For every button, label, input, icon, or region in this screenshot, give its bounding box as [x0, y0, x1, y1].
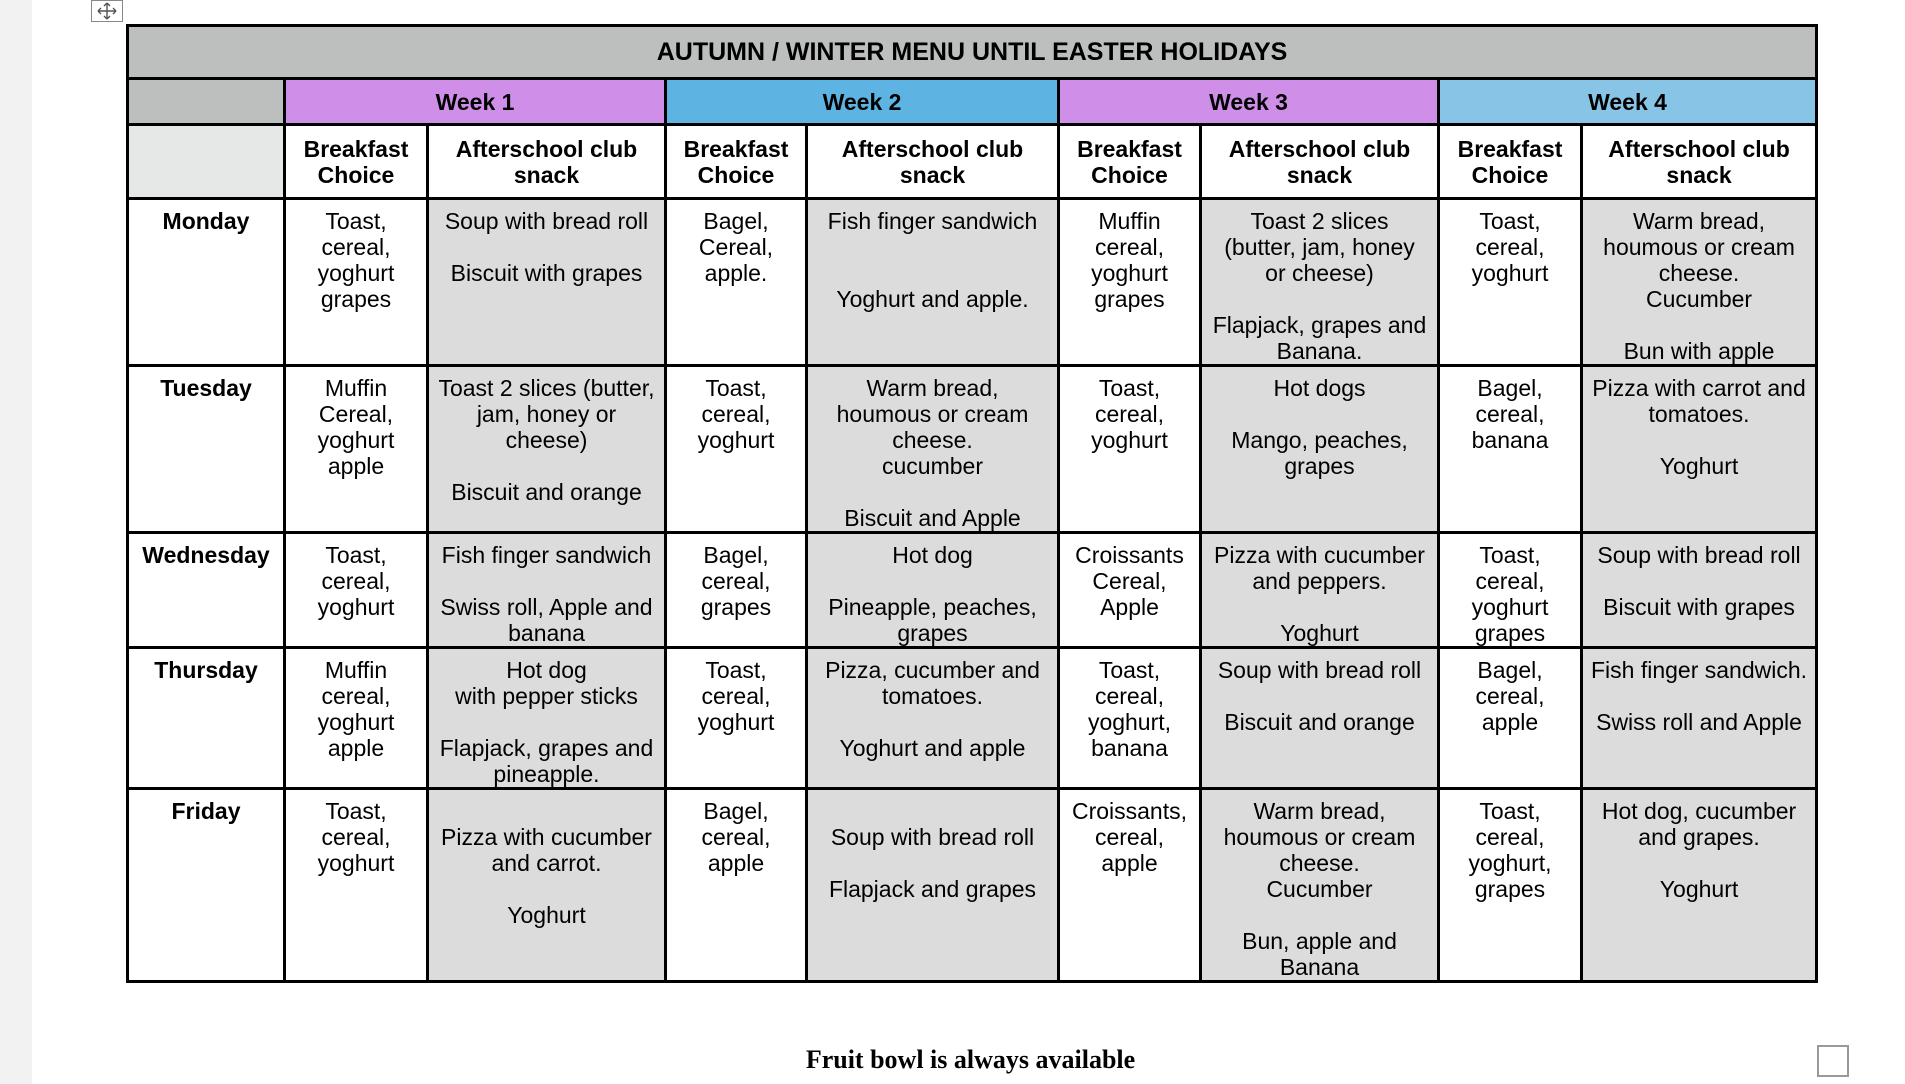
cell-line: Banana — [1279, 954, 1360, 980]
cell-line: cereal, — [1475, 401, 1545, 427]
cell-line: houmous or cream — [836, 401, 1029, 427]
breakfast-cell — [1059, 648, 1201, 789]
cell-line: Hot dog — [506, 657, 587, 683]
breakfast-choice-header — [666, 125, 807, 199]
cell-line: grapes — [320, 286, 392, 312]
cell-line: yoghurt — [317, 427, 395, 453]
snack-cell — [428, 199, 666, 366]
cell-line: Yoghurt — [1280, 620, 1359, 646]
cell-line: Fish finger sandwich. — [1591, 657, 1808, 683]
cell-line: Breakfast — [1457, 135, 1563, 162]
cell-line: Mango, peaches, — [1231, 427, 1408, 453]
breakfast-cell — [666, 199, 807, 366]
cell-line: Swiss roll, Apple and — [440, 594, 653, 620]
cell-line: cheese. — [1279, 850, 1360, 876]
cell-line: tomatoes. — [1648, 401, 1750, 427]
week-header-1: Week 1 — [285, 79, 666, 125]
cell-line: Cucumber — [1645, 286, 1753, 312]
cell-line — [1206, 902, 1433, 928]
day-label: Friday — [128, 789, 285, 982]
cell-line: Biscuit and orange — [1224, 709, 1415, 735]
cell-line: Bagel, — [1477, 375, 1543, 401]
week-corner-cell — [128, 79, 285, 125]
cell-line: cereal, — [1475, 234, 1545, 260]
cell-line: Choice — [1091, 161, 1168, 188]
breakfast-cell — [1059, 199, 1201, 366]
cell-line — [1206, 594, 1433, 620]
cell-line: Yoghurt and apple — [839, 735, 1026, 761]
cell-line: apple — [327, 735, 385, 761]
cell-line: Apple — [1100, 594, 1159, 620]
breakfast-cell — [1439, 789, 1582, 982]
cell-line: (butter, jam, honey — [1224, 234, 1415, 260]
cell-line: Pizza with cucumber — [441, 824, 652, 850]
cell-line: cereal, — [321, 568, 391, 594]
breakfast-cell — [1059, 533, 1201, 648]
end-of-cell-marker — [1817, 1045, 1849, 1077]
cell-line: Bagel, — [703, 542, 769, 568]
cell-line — [1587, 683, 1811, 709]
cell-line: Yoghurt — [507, 902, 586, 928]
cell-line — [433, 568, 660, 594]
day-row-wednesday — [128, 533, 1817, 648]
cell-line: cheese. — [1658, 260, 1740, 286]
cell-line: Biscuit with grapes — [1603, 594, 1795, 620]
breakfast-cell — [666, 366, 807, 533]
cell-line: Pizza, cucumber and — [825, 657, 1040, 683]
cell-line: tomatoes. — [882, 683, 983, 709]
table-move-handle-icon[interactable] — [91, 0, 123, 22]
cell-line: Muffin — [324, 657, 388, 683]
snack-cell — [807, 648, 1059, 789]
cell-line: cereal, — [1475, 824, 1545, 850]
cell-line: Toast, — [1479, 208, 1541, 234]
cell-line — [1206, 683, 1433, 709]
day-label: Monday — [128, 199, 285, 366]
cell-line: snack — [1286, 161, 1353, 188]
menu-title: AUTUMN / WINTER MENU UNTIL EASTER HOLIDAYS — [128, 26, 1817, 79]
cell-line: yoghurt — [1471, 594, 1549, 620]
snack-cell — [1201, 533, 1439, 648]
snack-cell — [807, 366, 1059, 533]
cell-line: Cereal, — [698, 234, 774, 260]
cell-line: cereal, — [701, 824, 771, 850]
day-label: Thursday — [128, 648, 285, 789]
cell-line: cereal, — [1475, 683, 1545, 709]
breakfast-cell — [1439, 366, 1582, 533]
cell-line: Breakfast — [303, 135, 409, 162]
snack-cell — [807, 533, 1059, 648]
breakfast-cell — [666, 648, 807, 789]
afterschool-snack-header — [428, 125, 666, 199]
cell-line: yoghurt — [1091, 427, 1168, 453]
menu-table — [126, 24, 1818, 983]
cell-line: with pepper sticks — [455, 683, 638, 709]
breakfast-cell — [285, 533, 428, 648]
cell-line: yoghurt — [697, 709, 775, 735]
cell-line: Afterschool club — [1608, 135, 1790, 162]
day-label: Tuesday — [128, 366, 285, 533]
breakfast-cell — [1439, 199, 1582, 366]
cell-line: Toast, — [325, 798, 387, 824]
cell-line: Toast, — [325, 208, 387, 234]
cell-line: cheese. — [892, 427, 973, 453]
cell-line — [1206, 401, 1433, 427]
cell-line: Muffin — [1098, 208, 1161, 234]
cell-line: Pizza with carrot and — [1592, 375, 1806, 401]
cell-line: Choice — [697, 161, 775, 188]
cell-line: Fish finger sandwich — [441, 542, 652, 568]
breakfast-cell — [285, 648, 428, 789]
snack-cell — [807, 789, 1059, 982]
cell-line: yoghurt — [1471, 260, 1549, 286]
cell-line: banana — [1091, 735, 1168, 761]
cell-line: apple — [707, 850, 765, 876]
cell-line: Toast, — [1098, 375, 1161, 401]
cell-line: Flapjack, grapes and — [1212, 312, 1427, 338]
cell-line: Afterschool club — [455, 135, 638, 162]
cell-line: Croissants, — [1071, 798, 1188, 824]
subheader-corner-cell — [128, 125, 285, 199]
week-header-2: Week 2 — [666, 79, 1059, 125]
snack-cell — [428, 366, 666, 533]
cell-line: grapes — [897, 620, 968, 646]
breakfast-cell — [1059, 366, 1201, 533]
cell-line: snack — [513, 161, 580, 188]
cell-line: Bagel, — [703, 208, 769, 234]
cell-line: apple. — [704, 260, 768, 286]
cell-line: Afterschool club — [1228, 135, 1411, 162]
cell-line — [433, 234, 660, 260]
cell-line — [433, 709, 660, 735]
cell-line: grapes — [1284, 453, 1355, 479]
cell-line: Hot dogs — [1273, 375, 1366, 401]
snack-cell — [1201, 648, 1439, 789]
breakfast-cell — [285, 366, 428, 533]
cell-line: Flapjack, grapes and — [439, 735, 654, 761]
cell-line: yoghurt — [317, 260, 395, 286]
document-page — [32, 0, 1905, 1084]
cell-line: Choice — [317, 161, 395, 188]
cell-line: and peppers. — [1252, 568, 1387, 594]
day-row-monday — [128, 199, 1817, 366]
day-row-thursday — [128, 648, 1817, 789]
cell-line: pineapple. — [493, 761, 600, 787]
cell-line: Pizza with cucumber — [1214, 542, 1425, 568]
cell-line — [812, 479, 1053, 505]
cell-line: grapes — [1474, 620, 1546, 646]
week-header-4: Week 4 — [1439, 79, 1817, 125]
cell-line: Hot dog — [892, 542, 973, 568]
cell-line: Soup with bread roll — [830, 824, 1035, 850]
cell-line: cereal, — [701, 401, 771, 427]
cell-line: Bagel, — [703, 798, 769, 824]
day-label: Wednesday — [128, 533, 285, 648]
afterschool-snack-header — [1201, 125, 1439, 199]
cell-line: cereal, — [321, 824, 391, 850]
cell-line — [433, 453, 660, 479]
cell-line: Cucumber — [1266, 876, 1373, 902]
breakfast-cell — [285, 199, 428, 366]
cell-line: houmous or cream — [1223, 824, 1416, 850]
cell-line: cereal, — [321, 683, 391, 709]
cell-line: yoghurt — [317, 850, 395, 876]
cell-line: Biscuit with grapes — [450, 260, 643, 286]
cell-line — [1206, 286, 1433, 312]
cell-line — [812, 260, 1053, 286]
cell-line: Bun with apple — [1623, 338, 1775, 364]
cell-line: Banana. — [1276, 338, 1363, 364]
cell-line: Cereal, — [318, 401, 394, 427]
snack-cell — [1582, 199, 1817, 366]
cell-line — [1587, 427, 1811, 453]
cell-line: Flapjack and grapes — [828, 876, 1037, 902]
cell-line: Soup with bread roll — [444, 208, 649, 234]
breakfast-cell — [1439, 648, 1582, 789]
cell-line: Bagel, — [1477, 657, 1543, 683]
cell-line: Muffin — [324, 375, 388, 401]
cell-line: Yoghurt — [1659, 876, 1739, 902]
cell-line: banana — [508, 620, 585, 646]
cell-line: cereal, — [1094, 683, 1165, 709]
week-header-3: Week 3 — [1059, 79, 1439, 125]
cell-line: apple — [1481, 709, 1539, 735]
cell-line: grapes — [1094, 286, 1165, 312]
afterschool-snack-header — [807, 125, 1059, 199]
cell-line — [812, 850, 1053, 876]
cell-line: or cheese) — [1265, 260, 1374, 286]
cell-line — [812, 709, 1053, 735]
snack-cell — [1582, 533, 1817, 648]
cell-line: Toast, — [1479, 542, 1541, 568]
cell-line: houmous or cream — [1603, 234, 1795, 260]
cell-line: Toast, — [325, 542, 387, 568]
cell-line: yoghurt — [1091, 260, 1168, 286]
cell-line: cereal, — [1094, 824, 1165, 850]
cell-line: Yoghurt — [1659, 453, 1739, 479]
cell-line: Choice — [1471, 161, 1549, 188]
cell-line: apple — [327, 453, 385, 479]
snack-cell — [428, 789, 666, 982]
snack-cell — [428, 648, 666, 789]
cell-line: Breakfast — [683, 135, 789, 162]
cell-line — [812, 568, 1053, 594]
breakfast-choice-header — [1439, 125, 1582, 199]
cell-line — [812, 798, 1053, 824]
cell-line: Soup with bread roll — [1597, 542, 1801, 568]
cell-line: Warm bread, — [1253, 798, 1386, 824]
cell-line: and grapes. — [1638, 824, 1760, 850]
afterschool-snack-header — [1582, 125, 1817, 199]
cell-line: cereal, — [321, 234, 391, 260]
cell-line — [1587, 850, 1811, 876]
day-row-tuesday — [128, 366, 1817, 533]
breakfast-choice-header — [1059, 125, 1201, 199]
snack-cell — [1582, 648, 1817, 789]
cell-line: Bun, apple and — [1242, 928, 1397, 954]
cell-line: cheese) — [505, 427, 588, 453]
cell-line: cereal, — [1094, 234, 1165, 260]
cell-line: Warm bread, — [1632, 208, 1766, 234]
day-row-friday — [128, 789, 1817, 982]
breakfast-cell — [285, 789, 428, 982]
cell-line: cereal, — [701, 568, 771, 594]
cell-line: cereal, — [1475, 568, 1545, 594]
cell-line: Croissants — [1075, 542, 1184, 568]
breakfast-cell — [666, 533, 807, 648]
cell-line: snack — [899, 161, 966, 188]
snack-cell — [1582, 366, 1817, 533]
footer-note: Fruit bowl is always available — [805, 1045, 1136, 1074]
snack-cell — [1201, 789, 1439, 982]
cell-line: Pineapple, peaches, — [828, 594, 1037, 620]
cell-line: cucumber — [882, 453, 983, 479]
snack-cell — [428, 533, 666, 648]
cell-line: yoghurt — [317, 709, 395, 735]
cell-line: cereal, — [1094, 401, 1165, 427]
cell-line: Fish finger sandwich — [827, 208, 1038, 234]
breakfast-cell — [1059, 789, 1201, 982]
cell-line: yoghurt, — [1087, 709, 1172, 735]
cell-line: Cereal, — [1092, 568, 1167, 594]
cell-line: snack — [1666, 161, 1732, 188]
snack-cell — [1201, 366, 1439, 533]
breakfast-cell — [1439, 533, 1582, 648]
breakfast-cell — [666, 789, 807, 982]
cell-line: Warm bread, — [866, 375, 999, 401]
cell-line: jam, honey or — [476, 401, 617, 427]
cell-line: cereal, — [701, 683, 771, 709]
cell-line: Soup with bread roll — [1217, 657, 1422, 683]
cell-line: and carrot. — [491, 850, 602, 876]
cell-line: Swiss roll and Apple — [1596, 709, 1802, 735]
cell-line — [1587, 568, 1811, 594]
snack-cell — [1582, 789, 1817, 982]
cell-line — [1587, 312, 1811, 338]
cell-line: Toast, — [1479, 798, 1541, 824]
cell-line: Afterschool club — [841, 135, 1024, 162]
cell-line: apple — [1101, 850, 1158, 876]
cell-line: banana — [1471, 427, 1549, 453]
snack-cell — [1201, 199, 1439, 366]
cell-line: Hot dog, cucumber — [1601, 798, 1797, 824]
cell-line: Toast, — [705, 375, 767, 401]
cell-line — [433, 798, 660, 824]
cell-line: Toast 2 slices (butter, — [438, 375, 655, 401]
snack-cell — [807, 199, 1059, 366]
cell-line: Toast 2 slices — [1250, 208, 1389, 234]
cell-line — [433, 876, 660, 902]
cell-line: yoghurt — [317, 594, 395, 620]
cell-line: Toast, — [1098, 657, 1161, 683]
cell-line: grapes — [700, 594, 772, 620]
breakfast-choice-header — [285, 125, 428, 199]
cell-line: Biscuit and Apple — [844, 505, 1021, 531]
cell-line: Toast, — [705, 657, 767, 683]
cell-line: Yoghurt and apple. — [836, 286, 1029, 312]
cell-line: Biscuit and orange — [451, 479, 642, 505]
cell-line: Breakfast — [1077, 135, 1182, 162]
cell-line: grapes — [1474, 876, 1546, 902]
cell-line: yoghurt, — [1468, 850, 1552, 876]
cell-line: yoghurt — [697, 427, 775, 453]
cell-line — [812, 234, 1053, 260]
